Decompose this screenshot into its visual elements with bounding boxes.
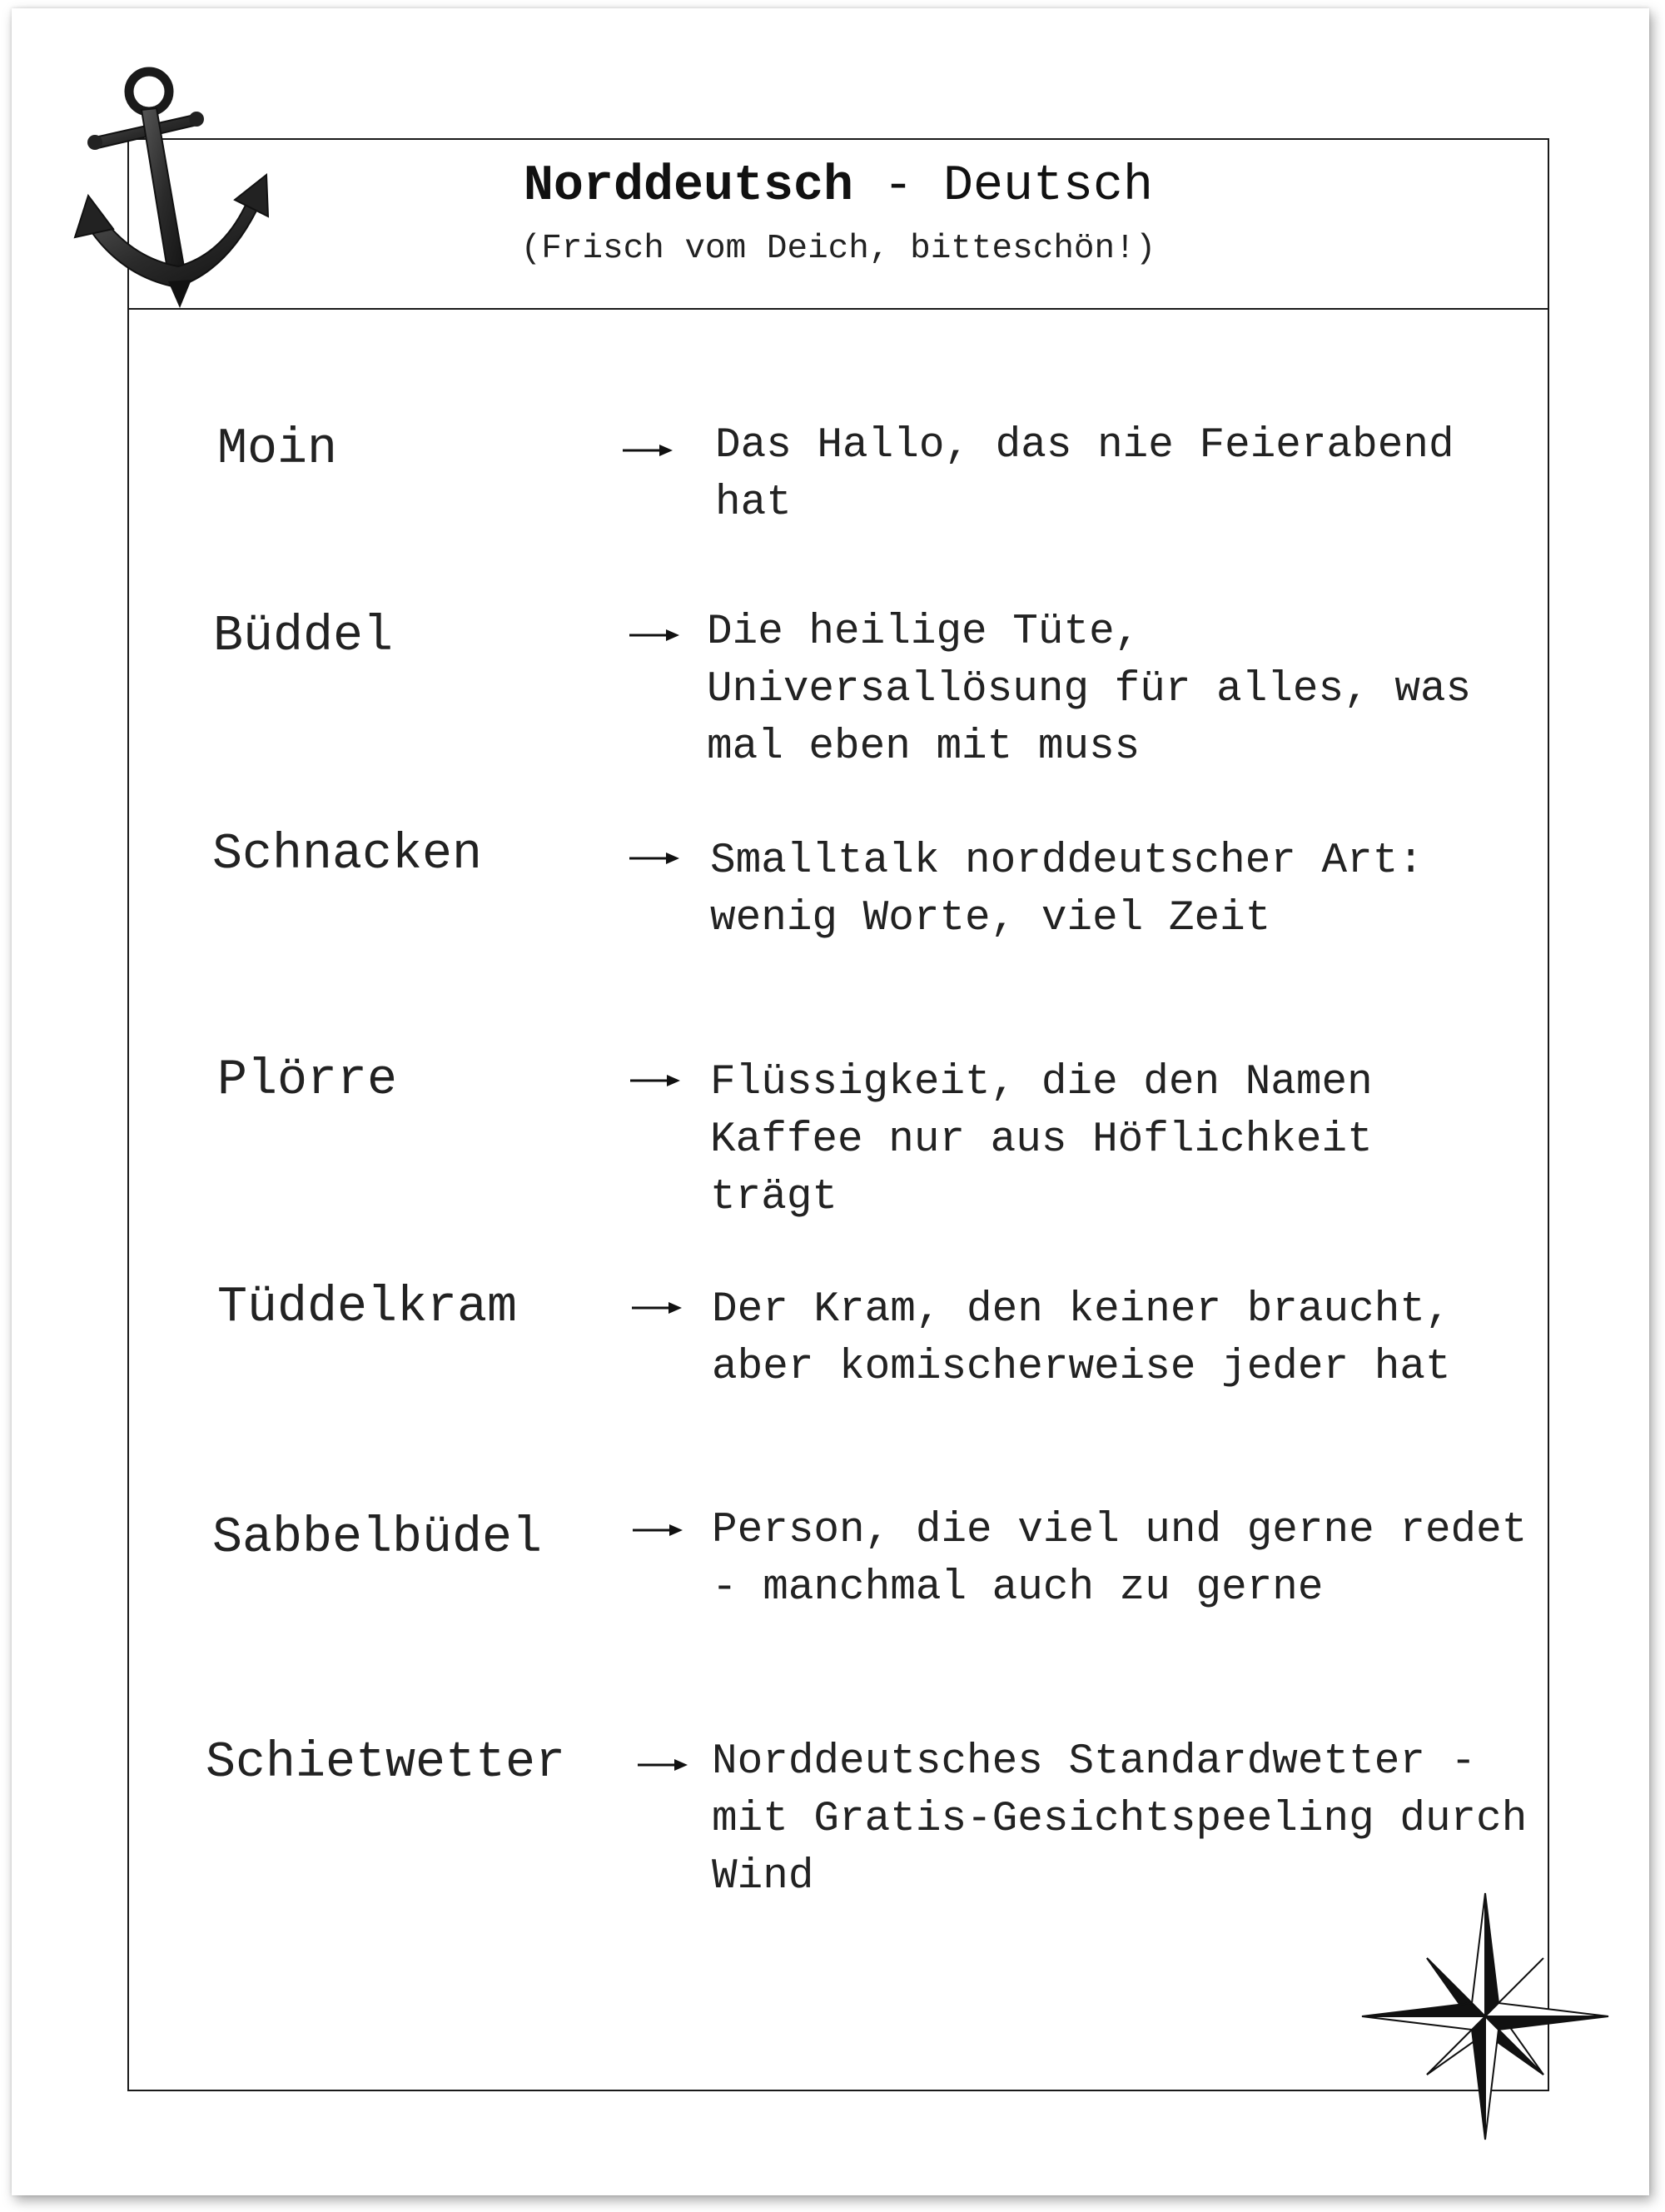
arrow-right-icon xyxy=(638,1757,688,1773)
arrow-right-icon xyxy=(632,1300,682,1316)
entry-definition: Person, die viel und gerne redet - manchmal auch zu gerne xyxy=(712,1507,1528,1612)
arrow-right-icon xyxy=(629,850,679,867)
entry-definition: Das Hallo, das nie Feierabend hat xyxy=(715,422,1454,527)
entry-term: Schietwetter xyxy=(206,1735,566,1792)
entry-definition: Smalltalk norddeutscher Art: wenig Worte, viel Zeit xyxy=(710,838,1424,942)
entry-term: Plörre xyxy=(217,1052,398,1109)
entry-term: Büddel xyxy=(213,609,394,665)
entry-definition: Norddeutsches Standardwetter - mit Gratis-Gesichtspeeling durch Wind xyxy=(712,1738,1528,1901)
arrow-right-icon xyxy=(633,1522,683,1538)
entry-term: Sabbelbüdel xyxy=(212,1510,543,1567)
arrow-right-icon xyxy=(629,627,679,644)
entry-definition: Die heilige Tüte, Universallösung für alles, was mal eben mit muss xyxy=(707,609,1472,771)
arrow-right-icon xyxy=(630,1072,680,1089)
arrow-right-icon xyxy=(623,442,673,459)
content-frame xyxy=(127,138,1549,2091)
title-bold: Norddeutsch xyxy=(523,158,853,215)
entry-definition: Der Kram, den keiner braucht, aber komischerweise jeder hat xyxy=(712,1286,1451,1391)
entry-term: Schnacken xyxy=(212,827,483,883)
compass-rose-icon xyxy=(1360,1891,1610,2141)
worksheet-page xyxy=(12,8,1649,2195)
anchor-icon xyxy=(70,58,278,308)
entry-definition: Flüssigkeit, die den Namen Kaffee nur aus Höflichkeit trägt xyxy=(710,1059,1373,1221)
page-subtitle: (Frisch vom Deich, bitteschön!) xyxy=(520,230,1156,268)
entry-term: Moin xyxy=(217,421,338,478)
title-rest: - Deutsch xyxy=(853,158,1154,215)
page-title xyxy=(129,158,1548,215)
entry-term: Tüddelkram xyxy=(217,1280,518,1336)
header xyxy=(129,140,1548,310)
